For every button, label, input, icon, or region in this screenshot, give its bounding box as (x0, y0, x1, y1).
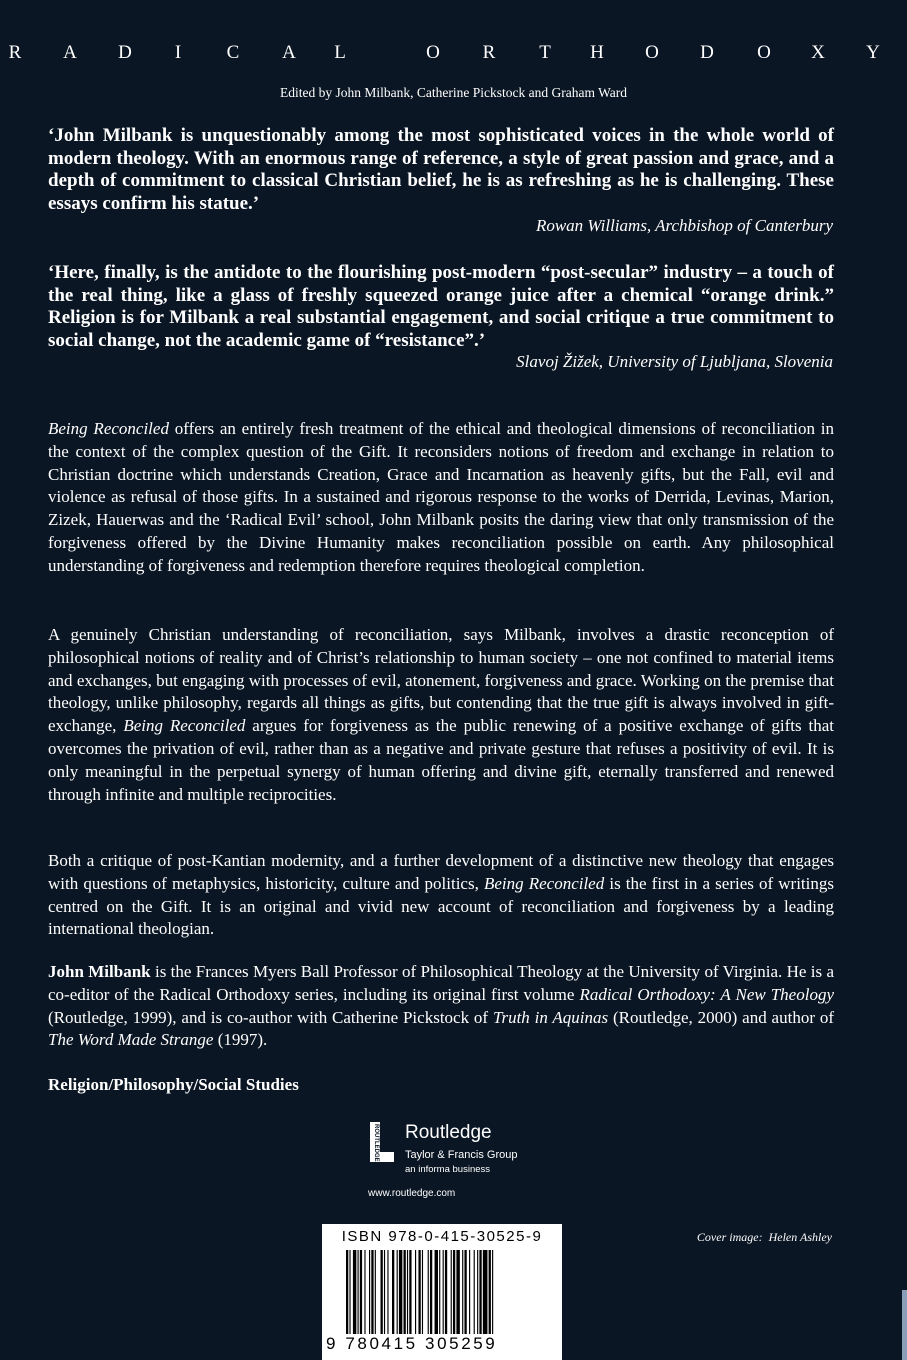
barcode-bar (415, 1250, 416, 1334)
barcode-bar (387, 1250, 388, 1334)
bio-text: (Routledge, 1999), and is co-author with Catherine Pickstock of (48, 1007, 493, 1027)
logo-text: ROUTLEDGE (373, 1124, 379, 1162)
barcode-bar (462, 1250, 463, 1334)
barcode-bar (443, 1250, 444, 1334)
barcode-bar (483, 1250, 488, 1334)
barcode-bar (407, 1250, 408, 1334)
blurb-paragraph-1 (48, 418, 834, 578)
book-title: Radical Orthodoxy: A New Theology (579, 984, 834, 1004)
publisher-group: Taylor & Francis Group (405, 1149, 518, 1161)
series-title-letter: C (226, 42, 240, 63)
isbn-label: ISBN 978-0-415-30525-9 (341, 1228, 543, 1245)
barcode-bar (456, 1250, 459, 1334)
bio-text: is the Frances Myers Ball Professor of Philosophical Theology at the University of Virginia. He is a co-editor of the Radical Orthodoxy series, including its original first volume (48, 962, 835, 1004)
blurb-text: argues for forgiveness as the public renewing of a positive exchange of gifts that overcomes the privation of evil, rather than as a negative and private gesture that refuses a positivity of evil. It is only meaningful in the perpetual synergy of human offering and divine gift, eternally transferred and renewed through infinite and multiple reciprocities. (48, 716, 835, 804)
barcode-bar (428, 1250, 429, 1334)
series-title (0, 42, 907, 66)
barcode-bar (489, 1250, 491, 1334)
series-title-letter: T (539, 42, 551, 63)
review-quote-2: ‘Here, finally, is the antidote to the flourishing post-modern “post-secular” industry – a touch of the real thing, like a glass of freshly squeezed orange juice after a chemical “orange drink.” Religion is for Milbank a real substantial engagement, and social critique a true commitment to social change, not the academic game of “resistance”.’ (48, 262, 834, 351)
barcode-bar (349, 1250, 350, 1334)
series-title-letter: O (645, 42, 659, 63)
barcode-bar (474, 1250, 475, 1334)
cover-credit (697, 1230, 832, 1245)
barcode (322, 1224, 562, 1360)
series-title-letter: R (8, 42, 22, 63)
barcode-bar (399, 1250, 402, 1334)
series-title-letter: R (482, 42, 496, 63)
book-title: The Word Made Strange (48, 1030, 214, 1050)
cover-credit-name: Helen Ashley (768, 1230, 832, 1244)
series-title-letter: O (757, 42, 771, 63)
barcode-bar (418, 1250, 420, 1334)
barcode-bar (453, 1250, 455, 1334)
barcode-bar (445, 1250, 447, 1334)
barcode-bar (397, 1250, 398, 1334)
book-title: Truth in Aquinas (492, 1007, 609, 1027)
blurb-text: offers an entirely fresh treatment of the ethical and theological dimensions of reconciliation in the context of the complex question of the Gift. It reconsiders notions of freedom and exchange in relation to Christian doctrine which understands Creation, Grace and Incarnation as heavenly gifts, but the Fall, evil and violence as refusal of those gifts. In a sustained and rigorous response to the works of Derrida, Levinas, Marion, Zizek, Hauerwas and the ‘Radical Evil’ school, John Milbank posits the daring view that only transmission of the forgiveness offered by the Divine Humanity makes reconciliation possible on earth. Any philosophical understanding of forgiveness and redemption therefore requires theological completion. (48, 419, 834, 575)
blurb-paragraph-2 (48, 624, 834, 806)
barcode-bar (384, 1250, 385, 1334)
barcode-bar (371, 1250, 373, 1334)
series-title-letter: O (426, 42, 440, 63)
barcode-bar (358, 1250, 359, 1334)
blurb-text: Both a critique of post-Kantian modernity, and a further development of a distinctive new theology that engages with questions of metaphysics, historicity, culture and politics, (48, 851, 834, 893)
book-title: Being Reconciled (48, 419, 169, 438)
barcode-bar (464, 1250, 466, 1334)
bio-text: (1997). (213, 1030, 268, 1050)
barcode-bar (392, 1250, 394, 1334)
subject-category: Religion/Philosophy/Social Studies (48, 1075, 299, 1094)
barcode-bar (381, 1250, 383, 1334)
series-title-letter: X (811, 42, 825, 63)
series-title-letter: A (282, 42, 296, 63)
barcode-bar (353, 1250, 356, 1334)
author-bio (48, 961, 834, 1052)
author-name: John Milbank (48, 962, 151, 981)
barcode-bar (492, 1250, 493, 1334)
barcode-bar (435, 1250, 438, 1334)
series-title-letter: D (700, 42, 714, 63)
cover-credit-label: Cover image: (696, 1230, 763, 1244)
barcode-bar (404, 1250, 406, 1334)
edge-mark (902, 1290, 907, 1360)
series-title-letter: H (590, 42, 604, 63)
barcode-bar (409, 1250, 411, 1334)
barcode-bar (477, 1250, 478, 1334)
publisher-block (370, 1120, 540, 1175)
barcode-bar (364, 1250, 365, 1334)
barcode-bar (451, 1250, 452, 1334)
series-title-letter: D (118, 42, 132, 63)
barcode-bar (439, 1250, 440, 1334)
publisher-url: www.routledge.com (368, 1188, 456, 1199)
series-title-letter: Y (866, 42, 880, 63)
series-title-letter: L (334, 42, 346, 63)
barcode-bar (360, 1250, 362, 1334)
review-quote-1: ‘John Milbank is unquestionably among the most sophisticated voices in the whole world of modern theology. With an enormous range of reference, a style of great passion and grace, and a depth of commitment to classical Christian belief, he is as refreshing as he is challenging. These essays confirm his statue.’ (48, 125, 834, 214)
barcode-bar (375, 1250, 376, 1334)
book-title: Being Reconciled (483, 873, 605, 893)
barcode-bar (369, 1250, 370, 1334)
barcode-bar (346, 1250, 348, 1334)
publisher-subtitle: an informa business (405, 1164, 491, 1175)
barcode-bar (422, 1250, 423, 1334)
blurb-text: A genuinely Christian understanding of reconciliation, says Milbank, involves a drastic reconception of philosophical notions of reality and of Christ’s relationship to human society – one not confined to material items and exchanges, but engaging with processes of evil, atonement, forgiveness and grace. Working on the premise that theology, unlike philosophy, regards all things as gifts, but contending that the true gift is always involved in gift-exchange, (48, 625, 834, 736)
barcode-bar (479, 1250, 481, 1334)
barcode-bar (430, 1250, 432, 1334)
book-title: Being Reconciled (123, 716, 246, 736)
blurb-paragraph-3 (48, 850, 834, 941)
blurb-text: is the first in a series of writings centred on the Gift. It is an original and vivid new account of reconciliation and forgiveness by a leading international theologian. (48, 873, 834, 939)
barcode-bar (469, 1250, 470, 1334)
series-editors: Edited by John Milbank, Catherine Pickstock and Graham Ward (280, 85, 627, 100)
series-title-letter: A (63, 42, 77, 63)
review-author-2: Slavoj Žižek, University of Ljubljana, Slovenia (516, 352, 833, 371)
series-title-letter: I (174, 42, 182, 63)
review-author-1: Rowan Williams, Archbishop of Canterbury (535, 216, 833, 235)
routledge-logo-icon (370, 1122, 398, 1166)
publisher-name: Routledge (405, 1122, 492, 1143)
bio-text: (Routledge, 2000) and author of (608, 1007, 834, 1027)
barcode-digits: 9 780415 305259 (326, 1334, 498, 1353)
